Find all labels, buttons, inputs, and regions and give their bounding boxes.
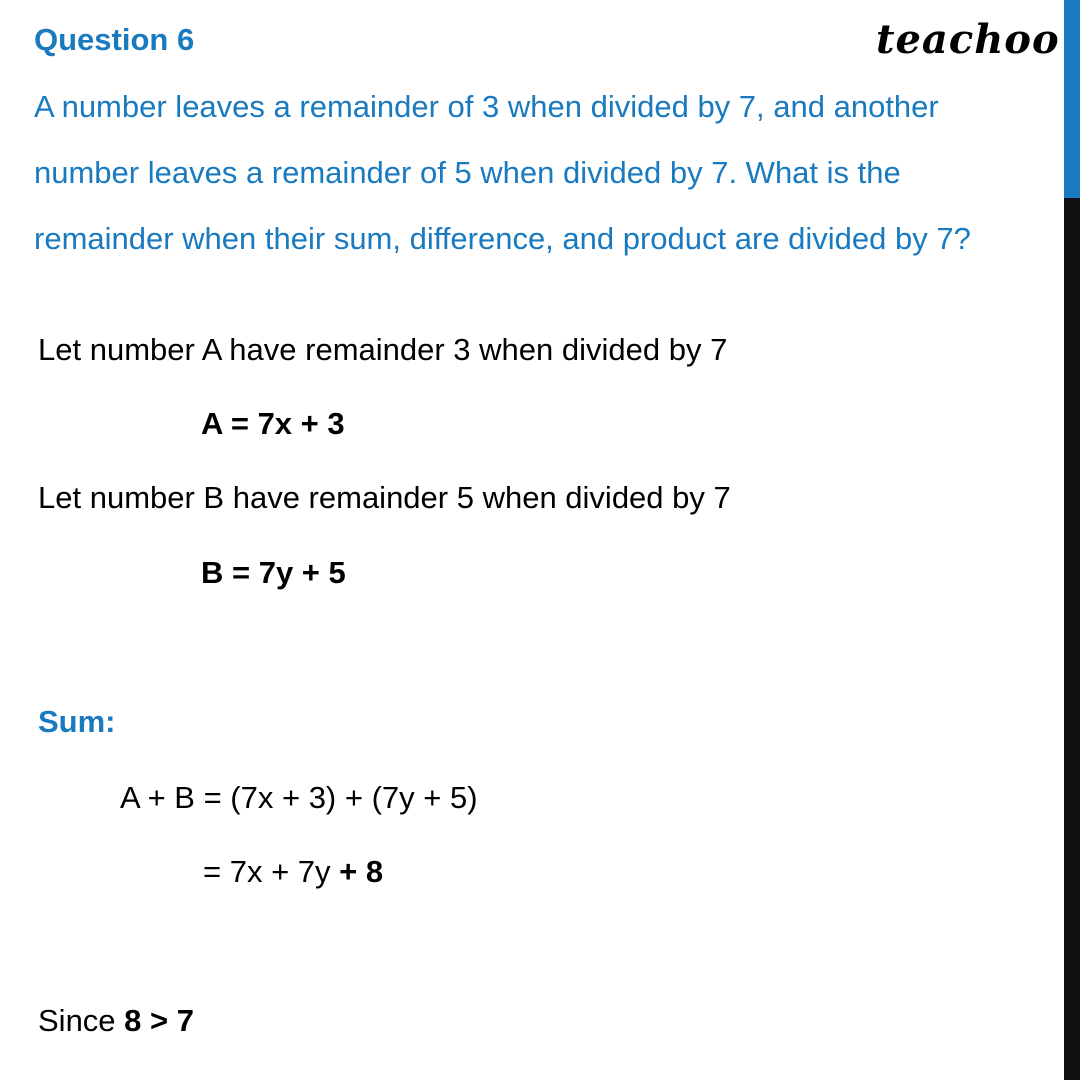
side-scrollbar-thumb[interactable] [1064, 0, 1080, 198]
since-inequality: 8 > 7 [124, 1003, 194, 1038]
equation-a: A = 7x + 3 [201, 406, 345, 441]
question-text-line-3: remainder when their sum, difference, and product are divided by 7? [34, 221, 971, 256]
side-scrollbar[interactable] [1064, 0, 1080, 1080]
intro-number-a: Let number A have remainder 3 when divided by 7 [38, 332, 728, 367]
question-title: Question 6 [34, 22, 195, 57]
question-text-line-1: A number leaves a remainder of 3 when divided by 7, and another [34, 89, 939, 124]
sum-simplified [203, 854, 383, 890]
intro-number-b: Let number B have remainder 5 when divided by 7 [38, 480, 731, 515]
teachoo-logo: teachoo [876, 16, 1060, 63]
sum-simplified-terms: = 7x + 7y [203, 854, 340, 889]
since-word: Since [38, 1003, 125, 1038]
sum-simplified-constant: + 8 [339, 854, 384, 889]
equation-b: B = 7y + 5 [201, 555, 346, 590]
sum-heading: Sum: [38, 704, 116, 739]
sum-expression: A + B = (7x + 3) + (7y + 5) [120, 780, 478, 815]
question-text-line-2: number leaves a remainder of 5 when divided by 7. What is the [34, 155, 901, 190]
since-statement [38, 1003, 194, 1039]
